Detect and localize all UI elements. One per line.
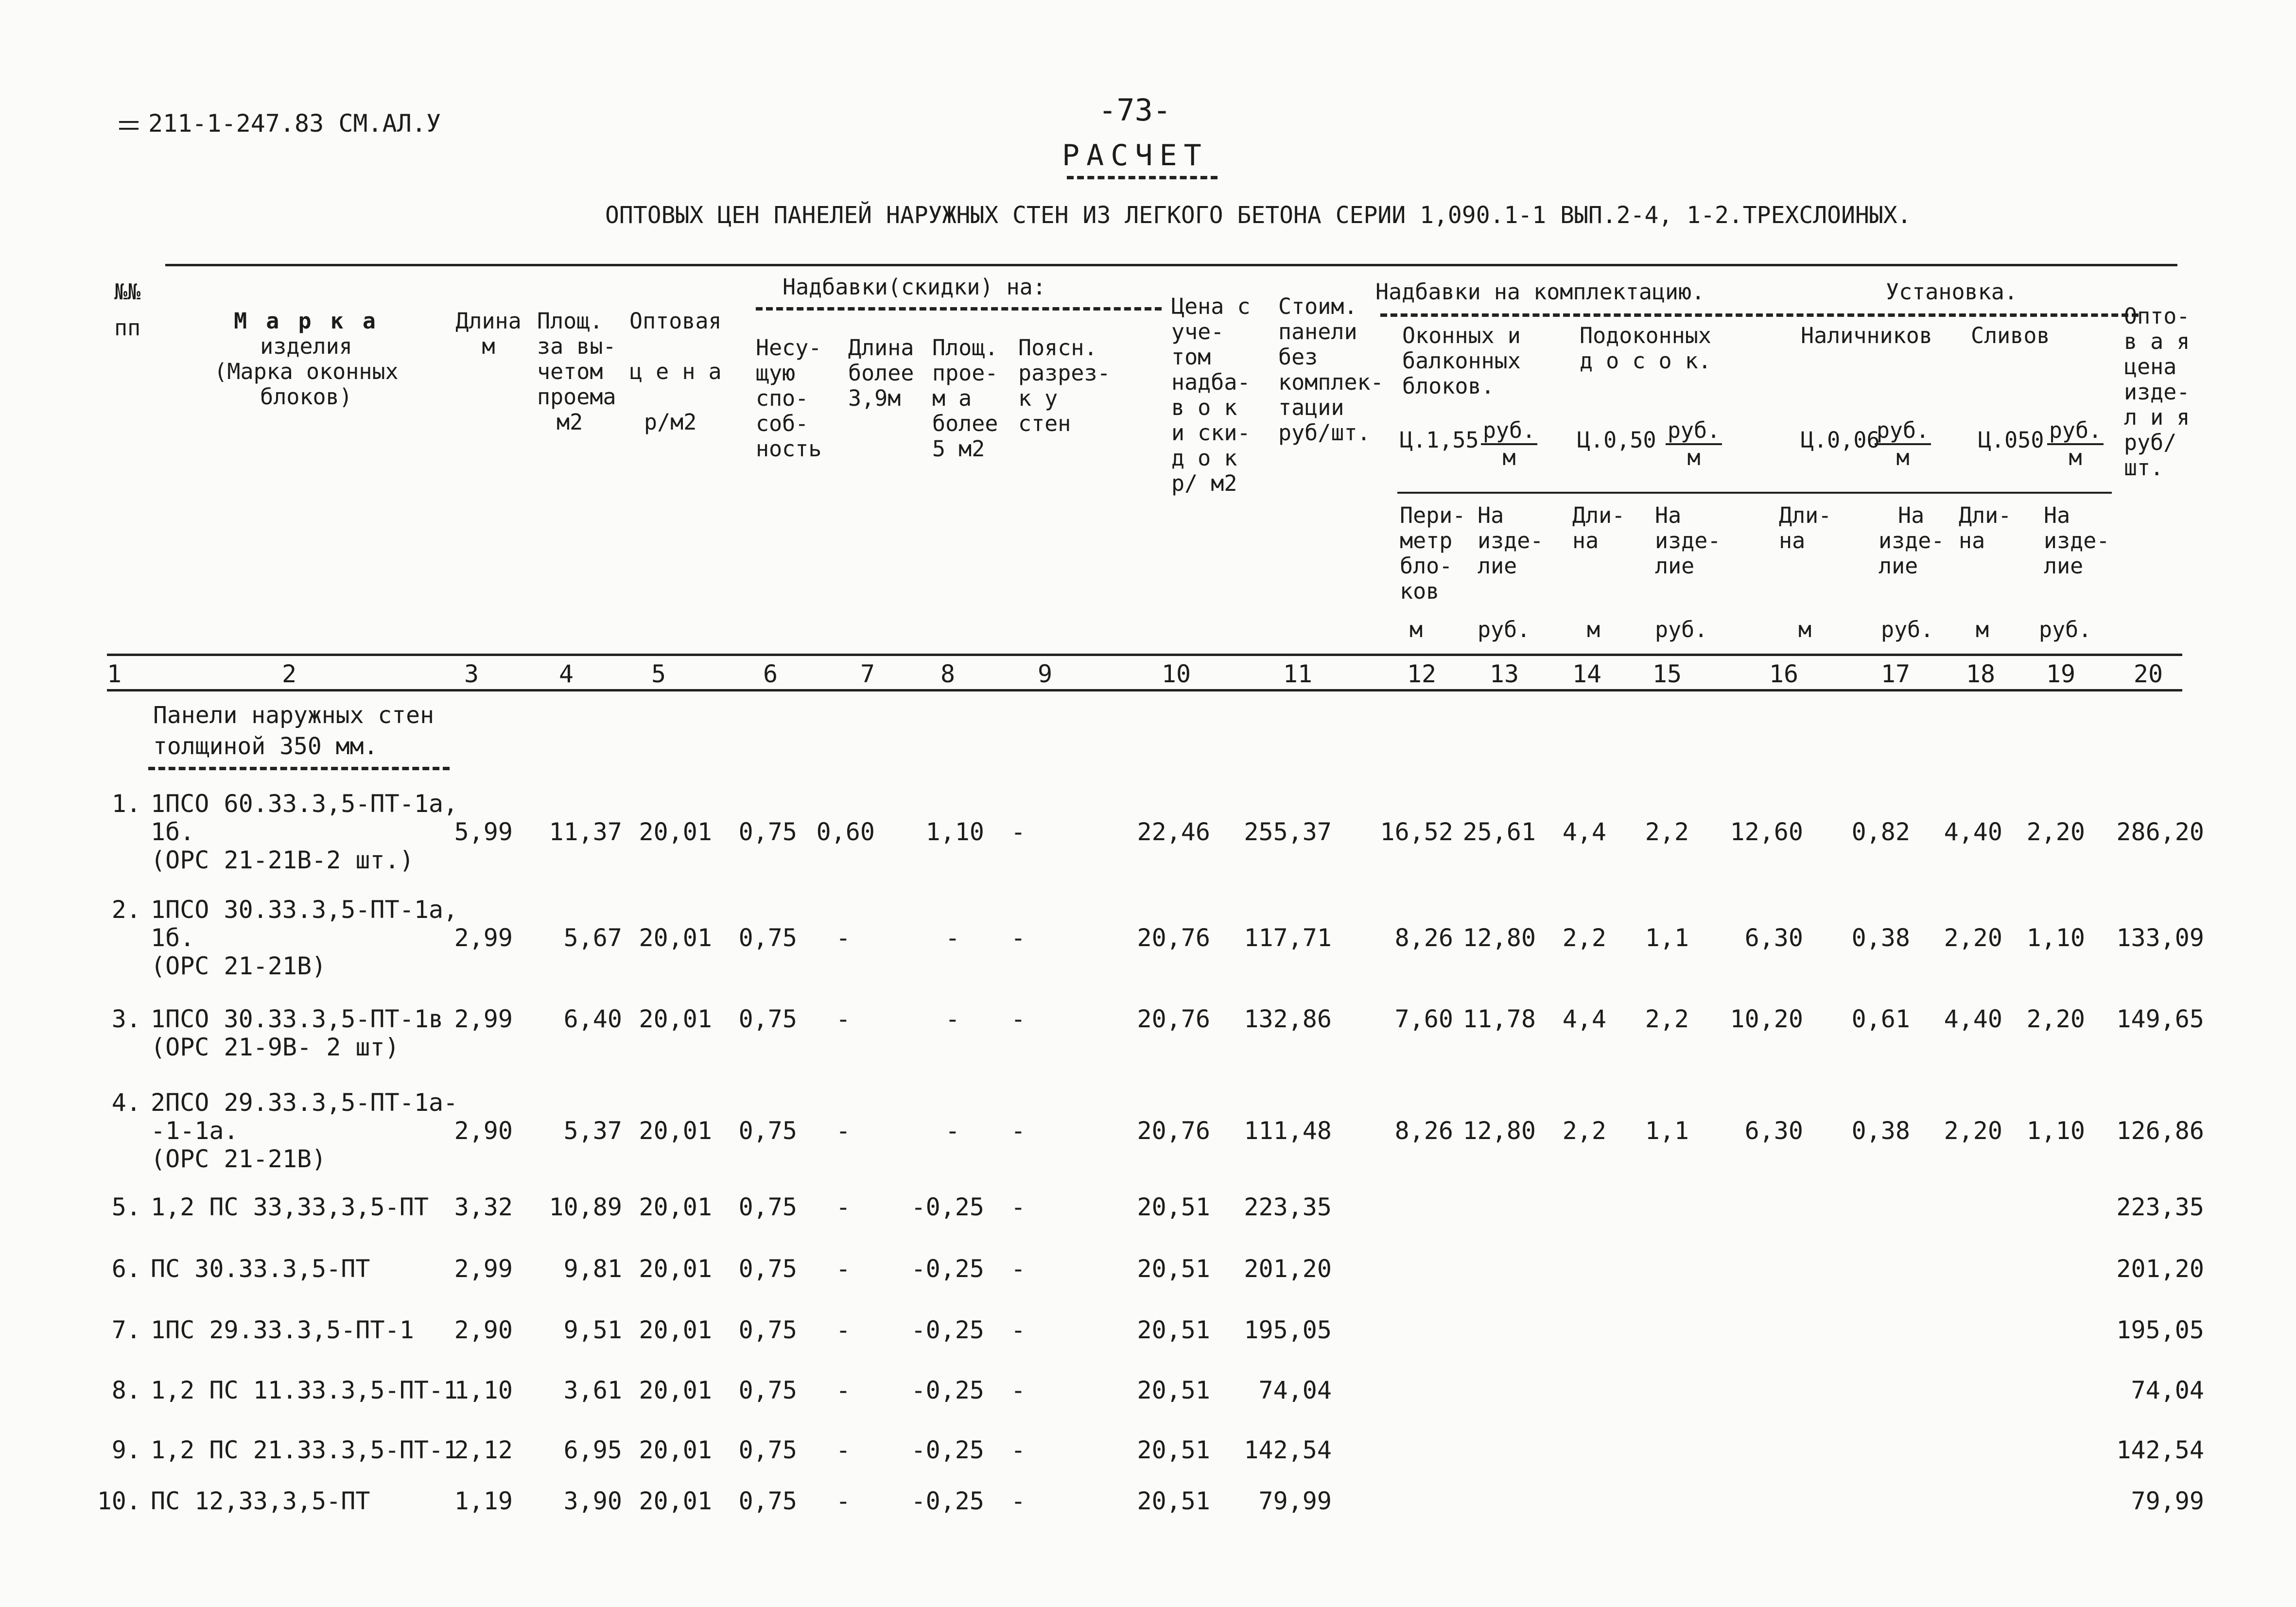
row-value: 2,20 bbox=[1944, 1117, 2002, 1145]
unit-c15: руб. bbox=[1655, 617, 1708, 642]
header-per-item-drains: На изде- лие bbox=[2044, 502, 2110, 579]
row-value: 1,19 bbox=[454, 1487, 513, 1515]
header-mark: М а р к а изделия (Марка оконных блоков) bbox=[214, 308, 399, 410]
column-number: 9 bbox=[1037, 660, 1053, 688]
column-number: 6 bbox=[763, 660, 778, 688]
row-value: 74,04 bbox=[2131, 1376, 2204, 1404]
row-value: 12,80 bbox=[1462, 924, 1536, 952]
row-value: 20,01 bbox=[639, 924, 712, 952]
row-value: - bbox=[835, 1316, 851, 1344]
row-mark-line: 1б. bbox=[151, 924, 195, 952]
row-value: 5,37 bbox=[563, 1117, 622, 1145]
row-mark-line: 1ПСО 60.33.3,5-ПТ-1а, bbox=[151, 790, 458, 818]
column-number: 5 bbox=[651, 660, 666, 688]
row-value: 2,90 bbox=[454, 1117, 513, 1145]
row-value: 11,78 bbox=[1462, 1005, 1536, 1033]
row-value: 286,20 bbox=[2116, 818, 2204, 846]
row-value: 201,20 bbox=[1244, 1255, 1332, 1283]
row-value: - bbox=[835, 1193, 851, 1221]
rate-drains: Ц.050 bbox=[1978, 427, 2044, 453]
rates-rule bbox=[1397, 492, 2112, 494]
row-number: 10. bbox=[97, 1487, 141, 1515]
row-number: 3. bbox=[111, 1005, 141, 1033]
row-value: 20,01 bbox=[639, 1255, 712, 1283]
row-mark-line: 2ПСО 29.33.3,5-ПТ-1а- bbox=[151, 1089, 458, 1117]
stamp-mark bbox=[119, 121, 139, 130]
row-value: - bbox=[835, 1005, 851, 1033]
header-length-drains: Дли- на bbox=[1959, 502, 2012, 553]
unit-c18: м bbox=[1976, 617, 1989, 642]
header-bottom-rule bbox=[107, 654, 2182, 656]
page-subtitle: ОПТОВЫХ ЦЕН ПАНЕЛЕЙ НАРУЖНЫХ СТЕН ИЗ ЛЕГКОГО БЕТОНА СЕРИИ 1,090.1-1 ВЫП.2-4, 1-2.ТРЕХСЛОИНЫХ. bbox=[605, 202, 1912, 229]
row-value: 195,05 bbox=[1244, 1316, 1332, 1344]
row-number: 7. bbox=[111, 1316, 141, 1344]
row-value: 79,99 bbox=[2131, 1487, 2204, 1515]
unit-c13: руб. bbox=[1478, 617, 1531, 642]
column-number: 16 bbox=[1769, 660, 1799, 688]
header-wholesale: Опто- в а я цена изде- л и я руб/ шт. bbox=[2124, 303, 2190, 481]
column-number: 10 bbox=[1161, 660, 1191, 688]
row-value: 132,86 bbox=[1244, 1005, 1332, 1033]
row-value: - bbox=[835, 1376, 851, 1404]
row-value: 4,40 bbox=[1944, 818, 2002, 846]
column-number: 4 bbox=[558, 660, 574, 688]
row-mark-line: -1-1а. bbox=[151, 1117, 239, 1145]
header-opening: Площ. прое- м а более 5 м2 bbox=[932, 335, 998, 462]
page-number: -73- bbox=[1098, 92, 1171, 128]
row-value: 2,90 bbox=[454, 1316, 513, 1344]
row-value: 3,61 bbox=[563, 1376, 622, 1404]
row-number: 2. bbox=[111, 896, 141, 924]
row-mark-line: ПС 12,33,3,5-ПТ bbox=[151, 1487, 370, 1515]
header-length: Длина м bbox=[455, 308, 522, 359]
row-value: 0,75 bbox=[738, 1436, 797, 1464]
row-value: 20,76 bbox=[1137, 1005, 1210, 1033]
row-value: 8,26 bbox=[1394, 924, 1453, 952]
row-value: 3,90 bbox=[563, 1487, 622, 1515]
row-value: 1,1 bbox=[1645, 1117, 1689, 1145]
row-mark bbox=[151, 1193, 429, 1221]
row-value: 20,51 bbox=[1137, 1487, 1210, 1515]
row-value: 1,1 bbox=[1645, 924, 1689, 952]
row-value: 20,01 bbox=[639, 1436, 712, 1464]
row-value: 2,2 bbox=[1645, 1005, 1689, 1033]
row-value: - bbox=[835, 1117, 851, 1145]
row-value: 20,01 bbox=[639, 1487, 712, 1515]
row-value: 20,76 bbox=[1137, 1117, 1210, 1145]
row-value: 20,51 bbox=[1137, 1316, 1210, 1344]
row-value: 6,30 bbox=[1744, 1117, 1803, 1145]
column-number: 13 bbox=[1489, 660, 1519, 688]
row-mark-line: 1,2 ПС 33,33,3,5-ПТ bbox=[151, 1193, 429, 1221]
row-number: 5. bbox=[111, 1193, 141, 1221]
row-value: 2,2 bbox=[1645, 818, 1689, 846]
row-value: 6,95 bbox=[563, 1436, 622, 1464]
row-value: 20,76 bbox=[1137, 924, 1210, 952]
column-number: 12 bbox=[1407, 660, 1437, 688]
row-value: 74,04 bbox=[1258, 1376, 1332, 1404]
row-value: 0,75 bbox=[738, 1005, 797, 1033]
rate-platbands: Ц.0,06 bbox=[1801, 427, 1880, 453]
header-install-group: Установка. bbox=[1886, 279, 2018, 305]
row-mark-line: 1ПС 29.33.3,5-ПТ-1 bbox=[151, 1316, 414, 1344]
document-code: 211-1-247.83 СМ.АЛ.У bbox=[119, 109, 441, 138]
row-value: 2,2 bbox=[1562, 924, 1606, 952]
row-value: 2,99 bbox=[454, 924, 513, 952]
row-value: 0,75 bbox=[738, 1487, 797, 1515]
row-mark-line: 1,2 ПС 11.33.3,5-ПТ-1 bbox=[151, 1376, 458, 1404]
row-mark-line: 1ПСО 30.33.3,5-ПТ-1в bbox=[151, 1005, 444, 1033]
row-value: 8,26 bbox=[1394, 1117, 1453, 1145]
row-value: 12,80 bbox=[1462, 1117, 1536, 1145]
row-value: -0,25 bbox=[911, 1436, 984, 1464]
row-value: 20,51 bbox=[1137, 1436, 1210, 1464]
row-value: - bbox=[1010, 1255, 1026, 1283]
row-value: 0,61 bbox=[1851, 1005, 1910, 1033]
row-value: -0,25 bbox=[911, 1487, 984, 1515]
row-mark-line: (ОРС 21-21В) bbox=[151, 1145, 327, 1173]
row-value: 5,67 bbox=[563, 924, 622, 952]
rate-windows-unit: руб. м bbox=[1480, 418, 1538, 470]
row-value: 2,12 bbox=[454, 1436, 513, 1464]
row-value: - bbox=[1010, 1436, 1026, 1464]
row-value: 6,40 bbox=[563, 1005, 622, 1033]
row-value: 223,35 bbox=[2116, 1193, 2204, 1221]
row-value: 20,01 bbox=[639, 1376, 712, 1404]
row-value: - bbox=[1010, 1117, 1026, 1145]
row-value: - bbox=[945, 1117, 960, 1145]
header-platbands: Наличников bbox=[1801, 323, 1932, 348]
row-value: 20,01 bbox=[639, 818, 712, 846]
row-value: 10,89 bbox=[549, 1193, 622, 1221]
column-number: 19 bbox=[2046, 660, 2076, 688]
header-surcharges-group: Надбавки(скидки) на: bbox=[783, 274, 1046, 300]
row-value: - bbox=[1010, 1193, 1026, 1221]
row-value: 0,75 bbox=[738, 818, 797, 846]
row-value: 0,75 bbox=[738, 1376, 797, 1404]
row-value: - bbox=[1010, 1487, 1026, 1515]
row-value: - bbox=[835, 1255, 851, 1283]
row-value: 5,99 bbox=[454, 818, 513, 846]
header-per-item-platbands: На изде- лие bbox=[1879, 502, 1945, 579]
row-value: -0,25 bbox=[911, 1376, 984, 1404]
row-value: 0,75 bbox=[738, 924, 797, 952]
column-number: 2 bbox=[281, 660, 297, 688]
rate-windows: Ц.1,55 bbox=[1400, 427, 1479, 453]
header-length-platbands: Дли- на bbox=[1779, 502, 1832, 553]
row-value: - bbox=[1010, 1316, 1026, 1344]
row-mark-line: 1,2 ПС 21.33.3,5-ПТ-1 bbox=[151, 1436, 458, 1464]
row-mark-line: (ОРС 21-9В- 2 шт) bbox=[151, 1033, 400, 1061]
row-value: 1,10 bbox=[2026, 924, 2085, 952]
row-mark bbox=[151, 1436, 458, 1464]
column-number: 1 bbox=[106, 660, 122, 688]
header-perimeter: Пери- метр бло- ков bbox=[1400, 502, 1466, 604]
title-underline bbox=[1067, 176, 1218, 179]
row-value: 1,10 bbox=[2026, 1117, 2085, 1145]
header-length-sills: Дли- на bbox=[1572, 502, 1625, 553]
row-number: 1. bbox=[111, 790, 141, 818]
header-price: Оптовая ц е н а р/м2 bbox=[629, 308, 722, 435]
row-mark bbox=[151, 1487, 370, 1515]
row-mark bbox=[151, 790, 458, 874]
row-value: 2,20 bbox=[1944, 924, 2002, 952]
row-mark-line: 1б. bbox=[151, 818, 195, 846]
row-value: 142,54 bbox=[2116, 1436, 2204, 1464]
row-value: 1,10 bbox=[925, 818, 984, 846]
row-value: 2,99 bbox=[454, 1005, 513, 1033]
row-value: 149,65 bbox=[2116, 1005, 2204, 1033]
header-price-adjusted: Цена с уче- том надба- в о к и ски- д о к р/ м2 bbox=[1171, 294, 1251, 496]
row-value: - bbox=[1010, 924, 1026, 952]
header-drains: Сливов bbox=[1971, 323, 2050, 348]
row-value: 0,75 bbox=[738, 1117, 797, 1145]
row-value: 20,51 bbox=[1137, 1376, 1210, 1404]
header-per-item-sills: На изде- лие bbox=[1655, 502, 1721, 579]
row-value: 9,81 bbox=[563, 1255, 622, 1283]
row-value: -0,25 bbox=[911, 1255, 984, 1283]
row-value: 79,99 bbox=[1258, 1487, 1332, 1515]
column-number: 11 bbox=[1283, 660, 1313, 688]
row-value: 0,82 bbox=[1851, 818, 1910, 846]
row-value: 2,2 bbox=[1562, 1117, 1606, 1145]
unit-c14: м bbox=[1587, 617, 1600, 642]
header-cost: Стоим. панели без комплек- тации руб/шт. bbox=[1278, 294, 1384, 446]
row-value: - bbox=[835, 924, 851, 952]
unit-c12: м bbox=[1409, 617, 1423, 642]
row-value: 195,05 bbox=[2116, 1316, 2204, 1344]
unit-c19: руб. bbox=[2039, 617, 2092, 642]
row-value: 0,75 bbox=[738, 1316, 797, 1344]
rate-sills: Ц.0,50 bbox=[1577, 427, 1656, 453]
row-value: 25,61 bbox=[1462, 818, 1536, 846]
row-value: 0,60 bbox=[816, 818, 875, 846]
column-number: 14 bbox=[1572, 660, 1602, 688]
row-value: -0,25 bbox=[911, 1316, 984, 1344]
row-value: 1,10 bbox=[454, 1376, 513, 1404]
row-number: 6. bbox=[111, 1255, 141, 1283]
rate-drains-unit: руб. м bbox=[2046, 418, 2105, 470]
row-mark bbox=[151, 1005, 443, 1061]
row-value: - bbox=[1010, 1005, 1026, 1033]
table-top-rule bbox=[165, 264, 2177, 266]
row-value: 12,60 bbox=[1730, 818, 1803, 846]
row-mark-line: (ОРС 21-21В-2 шт.) bbox=[151, 846, 414, 874]
surcharges-dash bbox=[756, 307, 1162, 311]
header-length-39: Длина более 3,9м bbox=[848, 335, 914, 411]
row-value: 6,30 bbox=[1744, 924, 1803, 952]
row-mark bbox=[151, 1376, 458, 1404]
row-value: 16,52 bbox=[1380, 818, 1453, 846]
row-value: - bbox=[835, 1436, 851, 1464]
column-number: 3 bbox=[464, 660, 479, 688]
header-window-blocks: Оконных и балконных блоков. bbox=[1402, 323, 1521, 399]
row-mark bbox=[151, 1316, 414, 1344]
header-area: Площ. за вы- четом проема м2 bbox=[537, 308, 616, 435]
row-value: 0,38 bbox=[1851, 1117, 1910, 1145]
row-value: - bbox=[945, 1005, 960, 1033]
header-per-item-windows: На изде- лие bbox=[1478, 502, 1544, 579]
row-number: 9. bbox=[111, 1436, 141, 1464]
row-value: 9,51 bbox=[563, 1316, 622, 1344]
rate-sills-unit: руб. м bbox=[1665, 418, 1723, 470]
row-mark-line: 1ПСО 30.33.3,5-ПТ-1а, bbox=[151, 896, 458, 924]
row-value: 3,32 bbox=[454, 1193, 513, 1221]
row-value: 20,01 bbox=[639, 1005, 712, 1033]
row-value: 2,20 bbox=[2026, 818, 2085, 846]
row-number: 8. bbox=[111, 1376, 141, 1404]
row-value: 142,54 bbox=[1244, 1436, 1332, 1464]
row-value: 4,40 bbox=[1944, 1005, 2002, 1033]
row-value: - bbox=[1010, 1376, 1026, 1404]
header-completion-group: Надбавки на комплектацию. bbox=[1375, 279, 1705, 305]
header-no: №№ пп bbox=[114, 279, 141, 341]
row-value: 4,4 bbox=[1562, 1005, 1606, 1033]
column-number: 7 bbox=[860, 660, 875, 688]
row-value: 11,37 bbox=[549, 818, 622, 846]
row-value: 4,4 bbox=[1562, 818, 1606, 846]
row-value: 126,86 bbox=[2116, 1117, 2204, 1145]
header-sills: Подоконных д о с о к. bbox=[1580, 323, 1711, 374]
row-value: 20,01 bbox=[639, 1193, 712, 1221]
row-value: - bbox=[945, 924, 960, 952]
row-value: 20,51 bbox=[1137, 1193, 1210, 1221]
row-value: - bbox=[835, 1487, 851, 1515]
row-number: 4. bbox=[111, 1089, 141, 1117]
header-bearing: Несу- щую спо- соб- ность bbox=[756, 335, 822, 462]
row-value: 111,48 bbox=[1244, 1117, 1332, 1145]
column-number: 20 bbox=[2133, 660, 2163, 688]
section-title-dash bbox=[148, 767, 450, 770]
section-title: Панели наружных стен толщиной 350 мм. bbox=[153, 702, 434, 760]
row-mark bbox=[151, 1255, 370, 1283]
row-value: 20,01 bbox=[639, 1117, 712, 1145]
row-value: 20,51 bbox=[1137, 1255, 1210, 1283]
row-value: 0,38 bbox=[1851, 924, 1910, 952]
row-value: 133,09 bbox=[2116, 924, 2204, 952]
unit-c17: руб. bbox=[1881, 617, 1934, 642]
row-value: 2,20 bbox=[2026, 1005, 2085, 1033]
row-value: -0,25 bbox=[911, 1193, 984, 1221]
column-number: 8 bbox=[940, 660, 956, 688]
row-mark bbox=[151, 896, 458, 980]
row-mark-line: ПС 30.33.3,5-ПТ bbox=[151, 1255, 370, 1283]
rate-platbands-unit: руб. м bbox=[1874, 418, 1932, 470]
completion-dash bbox=[1380, 313, 2139, 317]
column-number: 15 bbox=[1652, 660, 1682, 688]
row-value: 201,20 bbox=[2116, 1255, 2204, 1283]
page-title: РАСЧЕТ bbox=[1062, 138, 1208, 173]
colnum-bottom-rule bbox=[107, 689, 2182, 691]
row-value: 255,37 bbox=[1244, 818, 1332, 846]
row-value: 7,60 bbox=[1394, 1005, 1453, 1033]
column-number: 17 bbox=[1880, 660, 1911, 688]
header-belt: Поясн. разрез- к у стен bbox=[1018, 335, 1111, 436]
row-value: 2,99 bbox=[454, 1255, 513, 1283]
row-value: 223,35 bbox=[1244, 1193, 1332, 1221]
row-mark-line: (ОРС 21-21В) bbox=[151, 952, 327, 980]
unit-c16: м bbox=[1798, 617, 1812, 642]
row-value: - bbox=[1010, 818, 1026, 846]
row-value: 0,75 bbox=[738, 1255, 797, 1283]
row-mark bbox=[151, 1089, 458, 1173]
row-value: 0,75 bbox=[738, 1193, 797, 1221]
row-value: 117,71 bbox=[1244, 924, 1332, 952]
column-number: 18 bbox=[1966, 660, 1996, 688]
row-value: 10,20 bbox=[1730, 1005, 1803, 1033]
row-value: 22,46 bbox=[1137, 818, 1210, 846]
row-value: 20,01 bbox=[639, 1316, 712, 1344]
